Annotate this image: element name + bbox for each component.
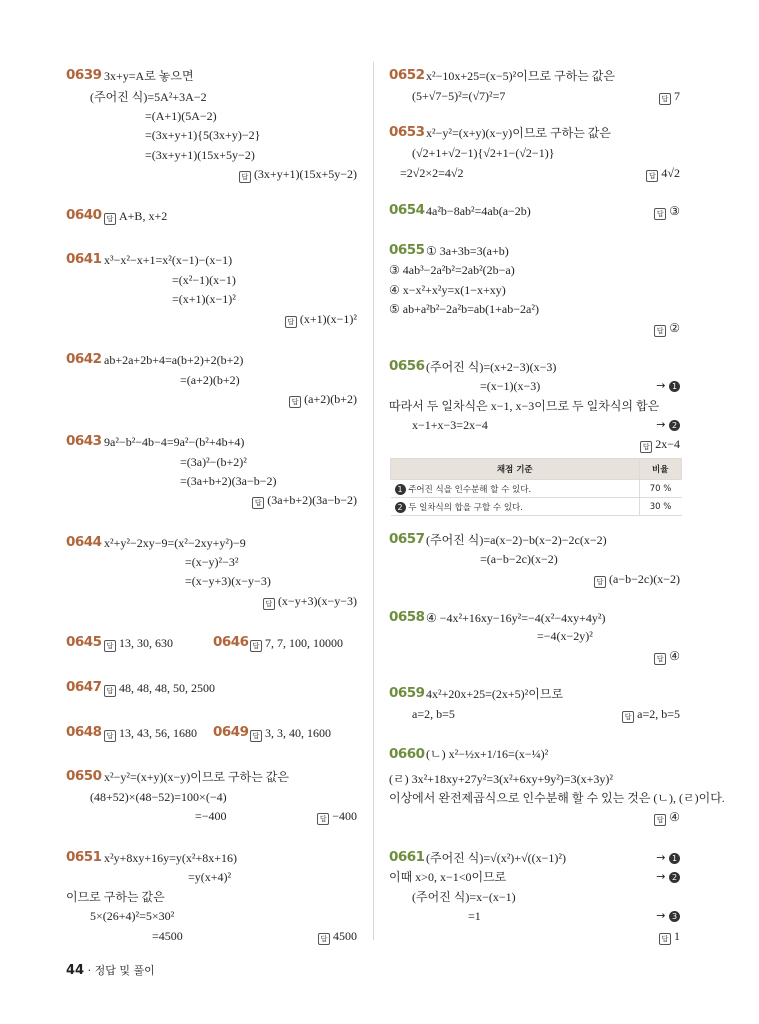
problem-number: 0647: [66, 679, 102, 695]
solution-line: 따라서 두 일차식은 x−1, x−3이므로 두 일차식의 합은: [389, 399, 660, 413]
answer: 답 (a−b−2c)(x−2): [594, 571, 680, 588]
ratio-header: 비율: [639, 459, 682, 480]
answer-icon: 답: [263, 598, 275, 610]
solution-line: ③ 4ab³−2a²b²=2ab²(2b−a): [389, 263, 515, 277]
answer: 답 (3a+b+2)(3a−b−2): [252, 492, 357, 509]
footer-title: 정답 및 풀이: [94, 964, 155, 977]
table-row: [391, 498, 682, 516]
solution-line: x²−y²=(x+y)(x−y)이므로 구하는 값은: [426, 126, 611, 140]
answer: 답 ④: [654, 648, 680, 665]
page-footer: [66, 962, 155, 978]
answer: 답 4√2: [646, 165, 680, 182]
solution-line: x²−y²=(x+y)(x−y)이므로 구하는 값은: [104, 770, 289, 784]
answer: 답 7, 7, 100, 10000: [250, 635, 343, 652]
problem-number: 0643: [66, 433, 102, 449]
ratio-cell: 30 %: [639, 498, 682, 516]
problem-number: 0653: [389, 124, 425, 140]
step-marker: → 2: [656, 418, 680, 431]
answer: 답 −400: [317, 808, 357, 825]
solution-line: 4x²+20x+25=(2x+5)²이므로: [426, 687, 564, 701]
problem-number: 0642: [66, 351, 102, 367]
problem-number: 0641: [66, 251, 102, 267]
problem-number: 0646: [213, 634, 249, 650]
answer-icon: 답: [594, 576, 606, 588]
column-divider: [373, 62, 374, 940]
answer-icon: 답: [250, 730, 262, 742]
solution-line: x²+y²−2xy−9=(x²−2xy+y²)−9: [104, 536, 246, 550]
solution-line: ④ x−x²+x²y=x(1−x+xy): [389, 283, 506, 297]
solution-line: (주어진 식)=5A²+3A−2: [90, 90, 207, 104]
answer-icon: 답: [252, 497, 264, 509]
answer-icon: 답: [654, 653, 666, 665]
answer-icon: 답: [104, 213, 116, 225]
solution-line: =(x−y)²−3²: [185, 555, 239, 569]
answer-icon: 답: [318, 933, 330, 945]
step-marker: → 1: [656, 851, 680, 864]
problem-number: 0654: [389, 202, 425, 218]
answer: 답 7: [659, 88, 680, 105]
answer-icon: 답: [654, 814, 666, 826]
solution-line: x³−x²−x+1=x²(x−1)−(x−1): [104, 253, 233, 267]
solution-line: (ㄹ) 3x²+18xy+27y²=3(x²+6xy+9y²)=3(x+3y)²: [389, 772, 613, 786]
solution-line: =1: [468, 909, 481, 923]
solution-line: (주어진 식)=√(x²)+√((x−1)²): [426, 851, 567, 865]
solution-line: (48+52)×(48−52)=100×(−4): [90, 790, 227, 804]
solution-line: =4500: [152, 929, 183, 943]
criteria-cell: 2 두 일차식의 합을 구할 수 있다.: [391, 498, 640, 516]
solution-line: (ㄴ) x²−½x+1/16=(x−¼)²: [426, 747, 549, 761]
solution-line: =(3x+y+1)(15x+5y−2): [145, 148, 255, 162]
problem-number: 0651: [66, 849, 102, 865]
footer-dot: ·: [87, 964, 92, 977]
answer: 답 1: [659, 928, 680, 945]
solution-line: 이상에서 완전제곱식으로 인수분해 할 수 있는 것은 (ㄴ), (ㄹ)이다.: [389, 791, 725, 805]
solution-line: =y(x+4)²: [188, 870, 232, 884]
problem-number: 0648: [66, 724, 102, 740]
answer: 답 ②: [654, 320, 680, 337]
answer: 답 (x−y+3)(x−y−3): [263, 593, 357, 610]
problem-number: 0656: [389, 358, 425, 374]
answer-icon: 답: [250, 640, 262, 652]
solution-line: (주어진 식)=x−(x−1): [412, 890, 516, 904]
solution-line: (5+√7−5)²=(√7)²=7: [412, 89, 506, 103]
solution-line: ④ −4x²+16xy−16y²=−4(x²−4xy+4y²): [426, 611, 606, 625]
solution-line: =(a−b−2c)(x−2): [480, 552, 558, 566]
problem-number: 0661: [389, 849, 425, 865]
answer: 답 4500: [318, 928, 357, 945]
answer-icon: 답: [640, 441, 652, 453]
solution-line: 4a²b−8ab²=4ab(a−2b): [426, 204, 531, 218]
solution-line: x²y+8xy+16y=y(x²+8x+16): [104, 851, 238, 865]
solution-line: =(3a)²−(b+2)²: [180, 455, 247, 469]
solution-line: =(x+1)(x−1)²: [172, 292, 236, 306]
grading-table-header: [391, 459, 682, 480]
grading-table: [390, 458, 682, 516]
answer-icon: 답: [104, 730, 116, 742]
solution-line: a=2, b=5: [412, 707, 455, 721]
answer: 답 3, 3, 40, 1600: [250, 725, 331, 742]
answer-icon: 답: [285, 316, 297, 328]
problem-number: 0649: [213, 724, 249, 740]
answer: 답 (a+2)(b+2): [289, 391, 357, 408]
answer: 답 13, 30, 630: [104, 635, 173, 652]
solution-line: =(3a+b+2)(3a−b−2): [180, 474, 277, 488]
answer: 답 13, 43, 56, 1680: [104, 725, 197, 742]
criteria-cell: 1 주어진 식을 인수분해 할 수 있다.: [391, 480, 640, 498]
answer-icon: 답: [654, 208, 666, 220]
answer: 답 ③: [654, 203, 680, 220]
step-marker: → 2: [656, 870, 680, 883]
solution-line: x²−10x+25=(x−5)²이므로 구하는 값은: [426, 69, 615, 83]
solution-line: =(x−1)(x−3): [480, 379, 541, 393]
answer: 답 48, 48, 48, 50, 2500: [104, 680, 215, 697]
ratio-cell: 70 %: [639, 480, 682, 498]
answer-icon: 답: [104, 640, 116, 652]
answer-icon: 답: [289, 396, 301, 408]
page-number: 44: [66, 963, 85, 978]
problem-number: 0658: [389, 609, 425, 625]
problem-number: 0644: [66, 534, 102, 550]
answer-icon: 답: [659, 933, 671, 945]
solution-line: (주어진 식)=(x+2−3)(x−3): [426, 360, 557, 374]
answer-icon: 답: [622, 711, 634, 723]
solution-line: =(x−y+3)(x−y−3): [185, 574, 271, 588]
answer: 답 a=2, b=5: [622, 706, 680, 723]
solution-line: =(3x+y+1){5(3x+y)−2}: [145, 128, 261, 142]
answer-icon: 답: [654, 325, 666, 337]
solution-line: (주어진 식)=a(x−2)−b(x−2)−2c(x−2): [426, 533, 607, 547]
criteria-header: 채점 기준: [391, 459, 640, 480]
answer-icon: 답: [646, 170, 658, 182]
answer: 답 ④: [654, 809, 680, 826]
solution-line: 3x+y=A로 놓으면: [104, 69, 194, 83]
solution-line: =(x²−1)(x−1): [172, 273, 236, 287]
solution-line: ① 3a+3b=3(a+b): [426, 244, 509, 258]
solution-line: =(A+1)(5A−2): [145, 109, 217, 123]
step-marker: → 3: [656, 909, 680, 922]
problem-number: 0657: [389, 531, 425, 547]
answer: 답 (x+1)(x−1)²: [285, 311, 357, 328]
solution-line: 5×(26+4)²=5×30²: [90, 909, 175, 923]
answer: 답 (3x+y+1)(15x+5y−2): [239, 166, 357, 183]
solution-line: 이므로 구하는 값은: [66, 890, 165, 904]
solution-line: ⑤ ab+a²b²−2a²b=ab(1+ab−2a²): [389, 302, 539, 316]
answer-icon: 답: [659, 93, 671, 105]
problem-number: 0640: [66, 207, 102, 223]
answer-icon: 답: [104, 685, 116, 697]
step-marker: → 1: [656, 379, 680, 392]
problem-number: 0660: [389, 746, 425, 762]
solution-line: 9a²−b²−4b−4=9a²−(b²+4b+4): [104, 435, 245, 449]
answer: 답 2x−4: [640, 436, 680, 453]
table-row: [391, 480, 682, 498]
answer: 답 A+B, x+2: [104, 208, 167, 225]
solution-line: =−4(x−2y)²: [537, 629, 593, 643]
solution-line: x−1+x−3=2x−4: [412, 418, 488, 432]
problem-number: 0650: [66, 768, 102, 784]
solution-line: =2√2×2=4√2: [400, 166, 464, 180]
solution-line: 이때 x>0, x−1<0이므로: [389, 870, 507, 884]
problem-number: 0639: [66, 67, 102, 83]
solution-line: =−400: [195, 809, 227, 823]
solution-line: (√2+1+√2−1){√2+1−(√2−1)}: [412, 146, 555, 160]
solution-line: ab+2a+2b+4=a(b+2)+2(b+2): [104, 353, 244, 367]
problem-number: 0655: [389, 242, 425, 258]
problem-number: 0652: [389, 67, 425, 83]
answer-icon: 답: [239, 171, 251, 183]
problem-number: 0659: [389, 685, 425, 701]
answer-icon: 답: [317, 813, 329, 825]
problem-number: 0645: [66, 634, 102, 650]
solution-line: =(a+2)(b+2): [180, 373, 240, 387]
